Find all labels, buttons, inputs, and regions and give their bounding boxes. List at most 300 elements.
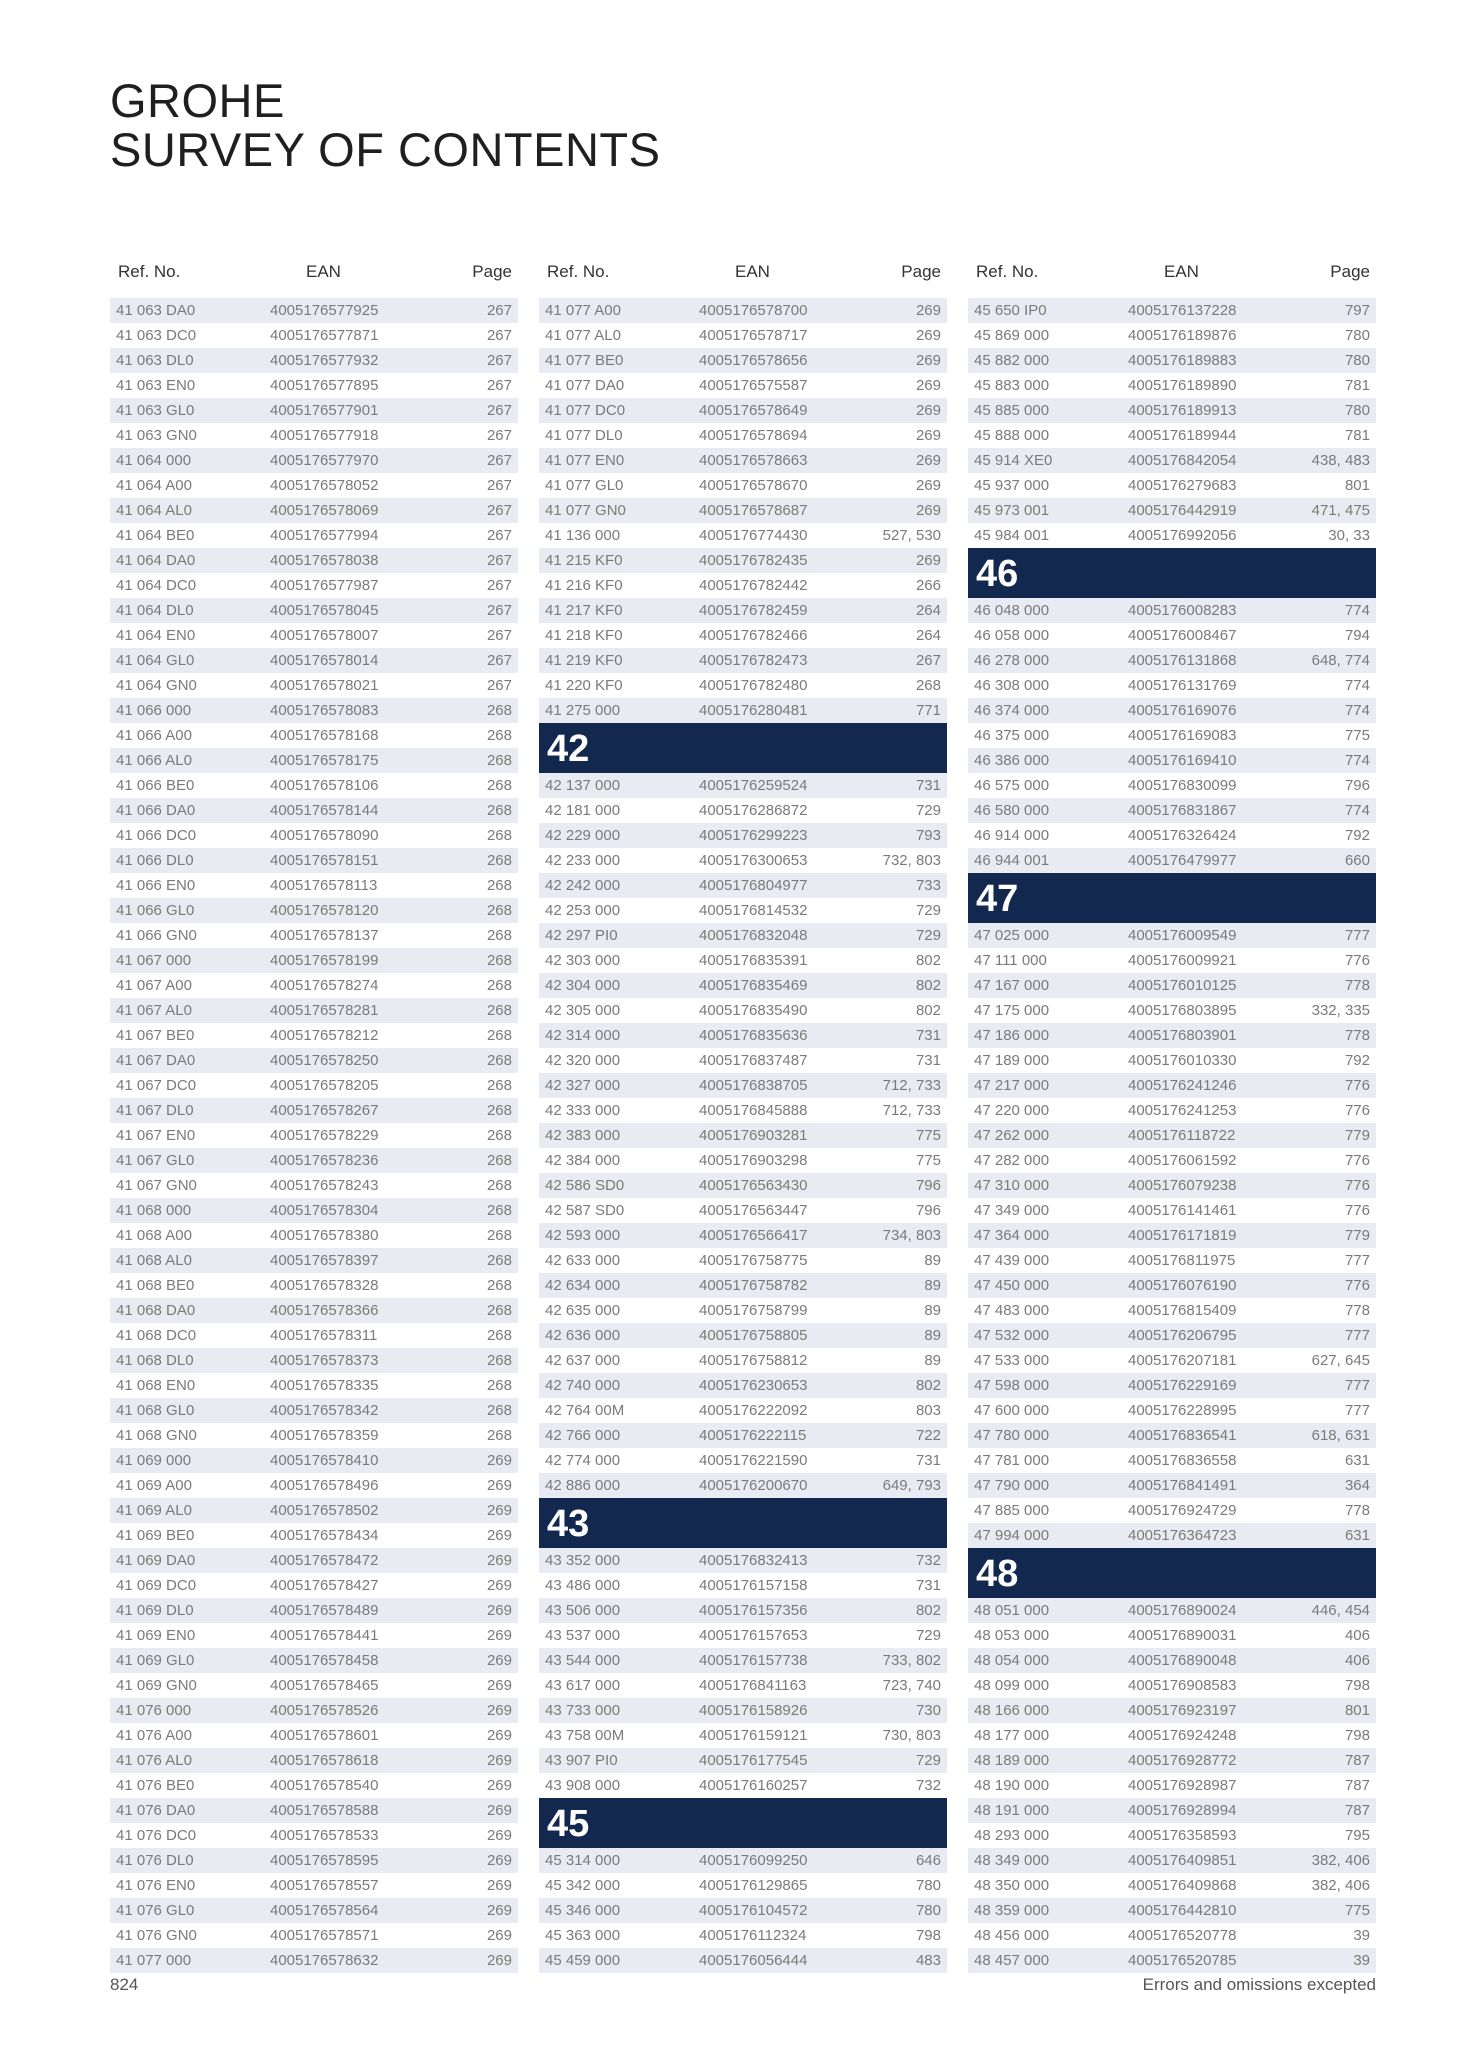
table-row bbox=[539, 923, 947, 948]
page-ref: 269 bbox=[486, 1452, 512, 1469]
page-ref: 775 bbox=[915, 1127, 941, 1144]
page-ref: 269 bbox=[915, 552, 941, 569]
ref-number: 42 774 000 bbox=[545, 1452, 621, 1469]
ref-number: 41 068 DA0 bbox=[116, 1302, 196, 1319]
page-ref: 269 bbox=[486, 1802, 512, 1819]
table-row bbox=[968, 748, 1376, 773]
ref-number: 41 219 KF0 bbox=[545, 652, 623, 669]
ean-code: 4005176578229 bbox=[270, 1127, 379, 1144]
header-ean: EAN bbox=[1164, 262, 1199, 281]
page-ref: 631 bbox=[1344, 1527, 1370, 1544]
ref-number: 42 303 000 bbox=[545, 952, 621, 969]
ean-code: 4005176803895 bbox=[1128, 1002, 1237, 1019]
ean-code: 4005176578304 bbox=[270, 1202, 379, 1219]
table-row bbox=[539, 1198, 947, 1223]
page-ref: 792 bbox=[1344, 827, 1370, 844]
ean-code: 4005176578311 bbox=[270, 1327, 378, 1344]
page-ref: 802 bbox=[915, 1377, 941, 1394]
page-ref: 802 bbox=[915, 952, 941, 969]
table-row bbox=[110, 1448, 518, 1473]
ean-code: 4005176563430 bbox=[699, 1177, 808, 1194]
page-ref: 803 bbox=[915, 1402, 941, 1419]
page-ref: 776 bbox=[1344, 1177, 1370, 1194]
page-ref: 779 bbox=[1344, 1227, 1370, 1244]
table-row bbox=[968, 1298, 1376, 1323]
table-row bbox=[968, 623, 1376, 648]
page-ref: 269 bbox=[486, 1777, 512, 1794]
table-row bbox=[110, 873, 518, 898]
ref-number: 42 740 000 bbox=[545, 1377, 621, 1394]
index-column-2 bbox=[539, 252, 947, 1973]
page-ref: 267 bbox=[486, 327, 512, 344]
ean-code: 4005176578663 bbox=[699, 452, 808, 469]
page-ref: 269 bbox=[486, 1902, 512, 1919]
ref-number: 43 506 000 bbox=[545, 1602, 621, 1619]
table-row bbox=[539, 398, 947, 423]
table-row bbox=[539, 823, 947, 848]
ean-code: 4005176364723 bbox=[1128, 1527, 1237, 1544]
page-ref: 269 bbox=[915, 327, 941, 344]
ean-code: 4005176169083 bbox=[1128, 727, 1237, 744]
page-ref: 406 bbox=[1344, 1652, 1370, 1669]
page-ref: 268 bbox=[486, 877, 512, 894]
page-ref: 268 bbox=[486, 1227, 512, 1244]
ref-number: 47 025 000 bbox=[974, 927, 1050, 944]
table-row bbox=[539, 1398, 947, 1423]
ref-number: 41 076 GL0 bbox=[116, 1902, 195, 1919]
page-ref: 731 bbox=[915, 1577, 941, 1594]
ref-number: 41 136 000 bbox=[545, 527, 621, 544]
table-row bbox=[968, 1098, 1376, 1123]
ref-number: 42 137 000 bbox=[545, 777, 621, 794]
table-row bbox=[968, 1773, 1376, 1798]
page-ref: 269 bbox=[915, 302, 941, 319]
ean-code: 4005176578083 bbox=[270, 702, 379, 719]
ref-number: 48 456 000 bbox=[974, 1927, 1050, 1944]
ean-code: 4005176222092 bbox=[699, 1402, 808, 1419]
ean-code: 4005176578571 bbox=[270, 1927, 379, 1944]
ean-code: 4005176804977 bbox=[699, 877, 808, 894]
ean-code: 4005176908583 bbox=[1128, 1677, 1237, 1694]
page-ref: 771 bbox=[915, 702, 941, 719]
ref-number: 47 217 000 bbox=[974, 1077, 1050, 1094]
table-row bbox=[968, 948, 1376, 973]
ean-code: 4005176189883 bbox=[1128, 352, 1237, 369]
table-row bbox=[968, 373, 1376, 398]
ref-number: 47 167 000 bbox=[974, 977, 1050, 994]
page-ref: 792 bbox=[1344, 1052, 1370, 1069]
ref-number: 41 069 GN0 bbox=[116, 1677, 197, 1694]
ref-number: 41 077 BE0 bbox=[545, 352, 624, 369]
ref-number: 45 888 000 bbox=[974, 427, 1050, 444]
ref-number: 47 600 000 bbox=[974, 1402, 1050, 1419]
table-row bbox=[110, 523, 518, 548]
table-row bbox=[110, 1598, 518, 1623]
page-ref: 797 bbox=[1344, 302, 1370, 319]
ref-number: 43 544 000 bbox=[545, 1652, 621, 1669]
ref-number: 41 217 KF0 bbox=[545, 602, 623, 619]
table-row bbox=[968, 973, 1376, 998]
table-row bbox=[110, 773, 518, 798]
table-row bbox=[110, 1873, 518, 1898]
table-row bbox=[539, 648, 947, 673]
ean-code: 4005176578540 bbox=[270, 1777, 379, 1794]
ean-code: 4005176578090 bbox=[270, 827, 379, 844]
table-row bbox=[110, 1023, 518, 1048]
ref-number: 42 320 000 bbox=[545, 1052, 621, 1069]
page-ref: 780 bbox=[1344, 327, 1370, 344]
ref-number: 41 067 DL0 bbox=[116, 1102, 194, 1119]
ean-code: 4005176815409 bbox=[1128, 1302, 1237, 1319]
ref-number: 45 973 001 bbox=[974, 502, 1050, 519]
ref-number: 48 350 000 bbox=[974, 1877, 1050, 1894]
page-ref: 269 bbox=[486, 1652, 512, 1669]
table-row bbox=[539, 623, 947, 648]
ref-number: 47 532 000 bbox=[974, 1327, 1050, 1344]
page-ref: 267 bbox=[486, 577, 512, 594]
page-ref: 731 bbox=[915, 777, 941, 794]
ref-number: 41 064 AL0 bbox=[116, 502, 192, 519]
table-row bbox=[110, 948, 518, 973]
ean-code: 4005176578410 bbox=[270, 1452, 379, 1469]
ref-number: 48 293 000 bbox=[974, 1827, 1050, 1844]
ean-code: 4005176200670 bbox=[699, 1477, 808, 1494]
table-row bbox=[110, 1473, 518, 1498]
ref-number: 41 066 AL0 bbox=[116, 752, 192, 769]
page-ref: 776 bbox=[1344, 1277, 1370, 1294]
ref-number: 41 077 A00 bbox=[545, 302, 621, 319]
table-row bbox=[968, 1448, 1376, 1473]
ean-code: 4005176131769 bbox=[1128, 677, 1237, 694]
table-row bbox=[110, 1148, 518, 1173]
page-ref: 798 bbox=[1344, 1727, 1370, 1744]
ref-number: 41 077 DL0 bbox=[545, 427, 623, 444]
page-ref: 776 bbox=[1344, 1202, 1370, 1219]
ref-number: 46 374 000 bbox=[974, 702, 1050, 719]
table-row bbox=[968, 1173, 1376, 1198]
ean-code: 4005176830099 bbox=[1128, 777, 1237, 794]
ref-number: 48 191 000 bbox=[974, 1802, 1050, 1819]
table-row bbox=[110, 548, 518, 573]
table-row bbox=[539, 698, 947, 723]
ean-code: 4005176159121 bbox=[699, 1727, 808, 1744]
page-ref: 269 bbox=[486, 1752, 512, 1769]
ean-code: 4005176836558 bbox=[1128, 1452, 1237, 1469]
ean-code: 4005176300653 bbox=[699, 852, 808, 869]
ref-number: 41 068 GL0 bbox=[116, 1402, 195, 1419]
page-ref: 266 bbox=[915, 577, 941, 594]
table-row bbox=[110, 1498, 518, 1523]
ref-number: 41 067 GL0 bbox=[116, 1152, 195, 1169]
page-ref: 438, 483 bbox=[1311, 452, 1370, 469]
table-row bbox=[968, 1073, 1376, 1098]
page-ref: 268 bbox=[486, 1202, 512, 1219]
table-row bbox=[539, 1348, 947, 1373]
ref-number: 45 882 000 bbox=[974, 352, 1050, 369]
ean-code: 4005176206795 bbox=[1128, 1327, 1237, 1344]
page-ref: 267 bbox=[486, 402, 512, 419]
table-row bbox=[539, 548, 947, 573]
table-row bbox=[110, 723, 518, 748]
table-row bbox=[110, 448, 518, 473]
ref-number: 47 349 000 bbox=[974, 1202, 1050, 1219]
page-ref: 778 bbox=[1344, 1302, 1370, 1319]
ean-code: 4005176131868 bbox=[1128, 652, 1237, 669]
ean-code: 4005176578441 bbox=[270, 1627, 379, 1644]
section-heading bbox=[968, 1548, 1376, 1598]
table-row bbox=[539, 1648, 947, 1673]
table-row bbox=[110, 1398, 518, 1423]
ref-number: 47 533 000 bbox=[974, 1352, 1050, 1369]
header-ean: EAN bbox=[735, 262, 770, 281]
page-ref: 268 bbox=[486, 1027, 512, 1044]
page-ref: 774 bbox=[1344, 752, 1370, 769]
page-ref: 793 bbox=[915, 827, 941, 844]
table-row bbox=[539, 1123, 947, 1148]
ean-code: 4005176118722 bbox=[1128, 1127, 1236, 1144]
section-heading bbox=[968, 873, 1376, 923]
ref-number: 45 984 001 bbox=[974, 527, 1050, 544]
page-ref: 646 bbox=[915, 1852, 941, 1869]
ean-code: 4005176578700 bbox=[699, 302, 808, 319]
table-row bbox=[968, 923, 1376, 948]
table-row bbox=[539, 1373, 947, 1398]
ref-number: 41 068 A00 bbox=[116, 1227, 192, 1244]
ean-code: 4005176578618 bbox=[270, 1752, 379, 1769]
page-ref: 269 bbox=[486, 1552, 512, 1569]
ean-code: 4005176577970 bbox=[270, 452, 379, 469]
table-row bbox=[110, 1673, 518, 1698]
ref-number: 42 229 000 bbox=[545, 827, 621, 844]
ref-number: 41 069 DC0 bbox=[116, 1577, 197, 1594]
table-row bbox=[110, 1273, 518, 1298]
ean-code: 4005176903281 bbox=[699, 1127, 808, 1144]
table-row bbox=[539, 848, 947, 873]
table-row bbox=[539, 773, 947, 798]
ean-code: 4005176758775 bbox=[699, 1252, 808, 1269]
page-ref: 796 bbox=[915, 1177, 941, 1194]
ref-number: 41 068 DL0 bbox=[116, 1352, 194, 1369]
page-ref: 802 bbox=[915, 1002, 941, 1019]
ref-number: 41 076 DA0 bbox=[116, 1802, 196, 1819]
ean-code: 4005176577932 bbox=[270, 352, 379, 369]
page-ref: 798 bbox=[1344, 1677, 1370, 1694]
table-row bbox=[539, 1573, 947, 1598]
ref-number: 47 780 000 bbox=[974, 1427, 1050, 1444]
page-ref: 781 bbox=[1344, 377, 1370, 394]
page-ref: 268 bbox=[486, 1002, 512, 1019]
table-row bbox=[968, 848, 1376, 873]
ref-number: 41 063 DL0 bbox=[116, 352, 194, 369]
table-row bbox=[968, 498, 1376, 523]
table-row bbox=[968, 423, 1376, 448]
table-row bbox=[968, 523, 1376, 548]
page-ref: 729 bbox=[915, 1627, 941, 1644]
page-ref: 269 bbox=[486, 1877, 512, 1894]
ean-code: 4005176578595 bbox=[270, 1852, 379, 1869]
ref-number: 43 617 000 bbox=[545, 1677, 621, 1694]
ref-number: 46 375 000 bbox=[974, 727, 1050, 744]
ref-number: 41 064 DC0 bbox=[116, 577, 197, 594]
table-row bbox=[539, 873, 947, 898]
table-row bbox=[968, 1598, 1376, 1623]
ean-code: 4005176578267 bbox=[270, 1102, 379, 1119]
ean-code: 4005176578694 bbox=[699, 427, 808, 444]
ean-code: 4005176575587 bbox=[699, 377, 808, 394]
ean-code: 4005176578250 bbox=[270, 1052, 379, 1069]
table-row bbox=[539, 973, 947, 998]
table-row bbox=[968, 1923, 1376, 1948]
page-ref: 268 bbox=[486, 702, 512, 719]
page-ref: 723, 740 bbox=[882, 1677, 941, 1694]
table-row bbox=[539, 373, 947, 398]
page-ref: 776 bbox=[1344, 952, 1370, 969]
table-row bbox=[968, 823, 1376, 848]
page-ref: 269 bbox=[486, 1952, 512, 1969]
ean-code: 4005176129865 bbox=[699, 1877, 808, 1894]
ref-number: 41 069 A00 bbox=[116, 1477, 192, 1494]
ean-code: 4005176160257 bbox=[699, 1777, 808, 1794]
section-number: 48 bbox=[976, 1553, 1019, 1595]
table-row bbox=[110, 1298, 518, 1323]
page-ref: 268 bbox=[486, 1177, 512, 1194]
table-row bbox=[968, 1748, 1376, 1773]
ean-code: 4005176578335 bbox=[270, 1377, 379, 1394]
table-row bbox=[539, 1748, 947, 1773]
section-number: 43 bbox=[547, 1503, 590, 1545]
ref-number: 47 483 000 bbox=[974, 1302, 1050, 1319]
ean-code: 4005176520778 bbox=[1128, 1927, 1237, 1944]
table-row bbox=[110, 1098, 518, 1123]
ean-code: 4005176578359 bbox=[270, 1427, 379, 1444]
ref-number: 45 869 000 bbox=[974, 327, 1050, 344]
table-row bbox=[539, 1148, 947, 1173]
ref-number: 47 175 000 bbox=[974, 1002, 1050, 1019]
page-ref: 269 bbox=[915, 427, 941, 444]
ean-code: 4005176578168 bbox=[270, 727, 379, 744]
ean-code: 4005176442810 bbox=[1128, 1902, 1237, 1919]
table-row bbox=[968, 1123, 1376, 1148]
ref-number: 41 076 000 bbox=[116, 1702, 192, 1719]
table-row bbox=[968, 1873, 1376, 1898]
ean-code: 4005176577918 bbox=[270, 427, 379, 444]
page-ref: 729 bbox=[915, 902, 941, 919]
table-row bbox=[968, 1898, 1376, 1923]
ean-code: 4005176578557 bbox=[270, 1877, 379, 1894]
page-ref: 332, 335 bbox=[1311, 1002, 1370, 1019]
page-ref: 775 bbox=[915, 1152, 941, 1169]
table-row bbox=[539, 498, 947, 523]
page-ref: 268 bbox=[486, 1252, 512, 1269]
page-ref: 732 bbox=[915, 1552, 941, 1569]
table-row bbox=[539, 998, 947, 1023]
ref-number: 41 067 DA0 bbox=[116, 1052, 196, 1069]
ref-number: 48 190 000 bbox=[974, 1777, 1050, 1794]
ean-code: 4005176578502 bbox=[270, 1502, 379, 1519]
table-row bbox=[110, 698, 518, 723]
ref-number: 41 275 000 bbox=[545, 702, 621, 719]
ean-code: 4005176782473 bbox=[699, 652, 808, 669]
page-ref: 446, 454 bbox=[1311, 1602, 1370, 1619]
ref-number: 41 077 EN0 bbox=[545, 452, 625, 469]
ref-number: 41 066 DC0 bbox=[116, 827, 197, 844]
table-row bbox=[539, 1448, 947, 1473]
page-ref: 364 bbox=[1344, 1477, 1370, 1494]
ref-number: 41 077 DA0 bbox=[545, 377, 625, 394]
header-ean: EAN bbox=[306, 262, 341, 281]
ean-code: 4005176782466 bbox=[699, 627, 808, 644]
ean-code: 4005176010125 bbox=[1128, 977, 1237, 994]
page-ref: 780 bbox=[1344, 352, 1370, 369]
page-ref: 268 bbox=[486, 802, 512, 819]
page-ref: 269 bbox=[486, 1727, 512, 1744]
ref-number: 48 099 000 bbox=[974, 1677, 1050, 1694]
ref-number: 41 066 DA0 bbox=[116, 802, 196, 819]
ean-code: 4005176578281 bbox=[270, 1002, 379, 1019]
page-ref: 777 bbox=[1344, 927, 1370, 944]
table-row bbox=[110, 373, 518, 398]
ean-code: 4005176578687 bbox=[699, 502, 808, 519]
ean-code: 4005176578328 bbox=[270, 1277, 379, 1294]
page-ref: 267 bbox=[486, 627, 512, 644]
ref-number: 47 262 000 bbox=[974, 1127, 1050, 1144]
column-header bbox=[539, 252, 947, 292]
page-ref: 267 bbox=[486, 552, 512, 569]
ref-number: 41 068 DC0 bbox=[116, 1327, 197, 1344]
page-ref: 269 bbox=[486, 1527, 512, 1544]
ref-number: 41 076 DL0 bbox=[116, 1852, 194, 1869]
page-ref: 730 bbox=[915, 1702, 941, 1719]
ean-code: 4005176358593 bbox=[1128, 1827, 1237, 1844]
ref-number: 47 186 000 bbox=[974, 1027, 1050, 1044]
ean-code: 4005176578274 bbox=[270, 977, 379, 994]
page-ref: 787 bbox=[1344, 1802, 1370, 1819]
ref-number: 42 242 000 bbox=[545, 877, 621, 894]
table-row bbox=[110, 623, 518, 648]
page-ref: 268 bbox=[486, 1402, 512, 1419]
ean-code: 4005176841491 bbox=[1128, 1477, 1237, 1494]
ref-number: 42 635 000 bbox=[545, 1302, 621, 1319]
ref-number: 41 066 BE0 bbox=[116, 777, 195, 794]
ean-code: 4005176837487 bbox=[699, 1052, 808, 1069]
ref-number: 48 359 000 bbox=[974, 1902, 1050, 1919]
ean-code: 4005176207181 bbox=[1128, 1352, 1237, 1369]
page-ref: 731 bbox=[915, 1052, 941, 1069]
ref-number: 43 758 00M bbox=[545, 1727, 625, 1744]
ref-number: 41 064 DA0 bbox=[116, 552, 196, 569]
table-row bbox=[110, 748, 518, 773]
ean-code: 4005176890048 bbox=[1128, 1652, 1237, 1669]
section-number: 47 bbox=[976, 878, 1019, 920]
table-row bbox=[110, 1923, 518, 1948]
ean-code: 4005176782459 bbox=[699, 602, 808, 619]
page-ref: 733, 802 bbox=[882, 1652, 941, 1669]
table-row bbox=[539, 673, 947, 698]
ean-code: 4005176832048 bbox=[699, 927, 808, 944]
index-column-3 bbox=[968, 252, 1376, 1973]
table-row bbox=[110, 573, 518, 598]
page-ref: 729 bbox=[915, 1752, 941, 1769]
table-row bbox=[539, 1473, 947, 1498]
table-row bbox=[539, 1548, 947, 1573]
ean-code: 4005176578243 bbox=[270, 1177, 379, 1194]
ean-code: 4005176157158 bbox=[699, 1577, 808, 1594]
page-ref: 729 bbox=[915, 802, 941, 819]
ean-code: 4005176326424 bbox=[1128, 827, 1237, 844]
page-ref: 779 bbox=[1344, 1127, 1370, 1144]
ref-number: 41 077 000 bbox=[116, 1952, 192, 1969]
table-row bbox=[968, 348, 1376, 373]
